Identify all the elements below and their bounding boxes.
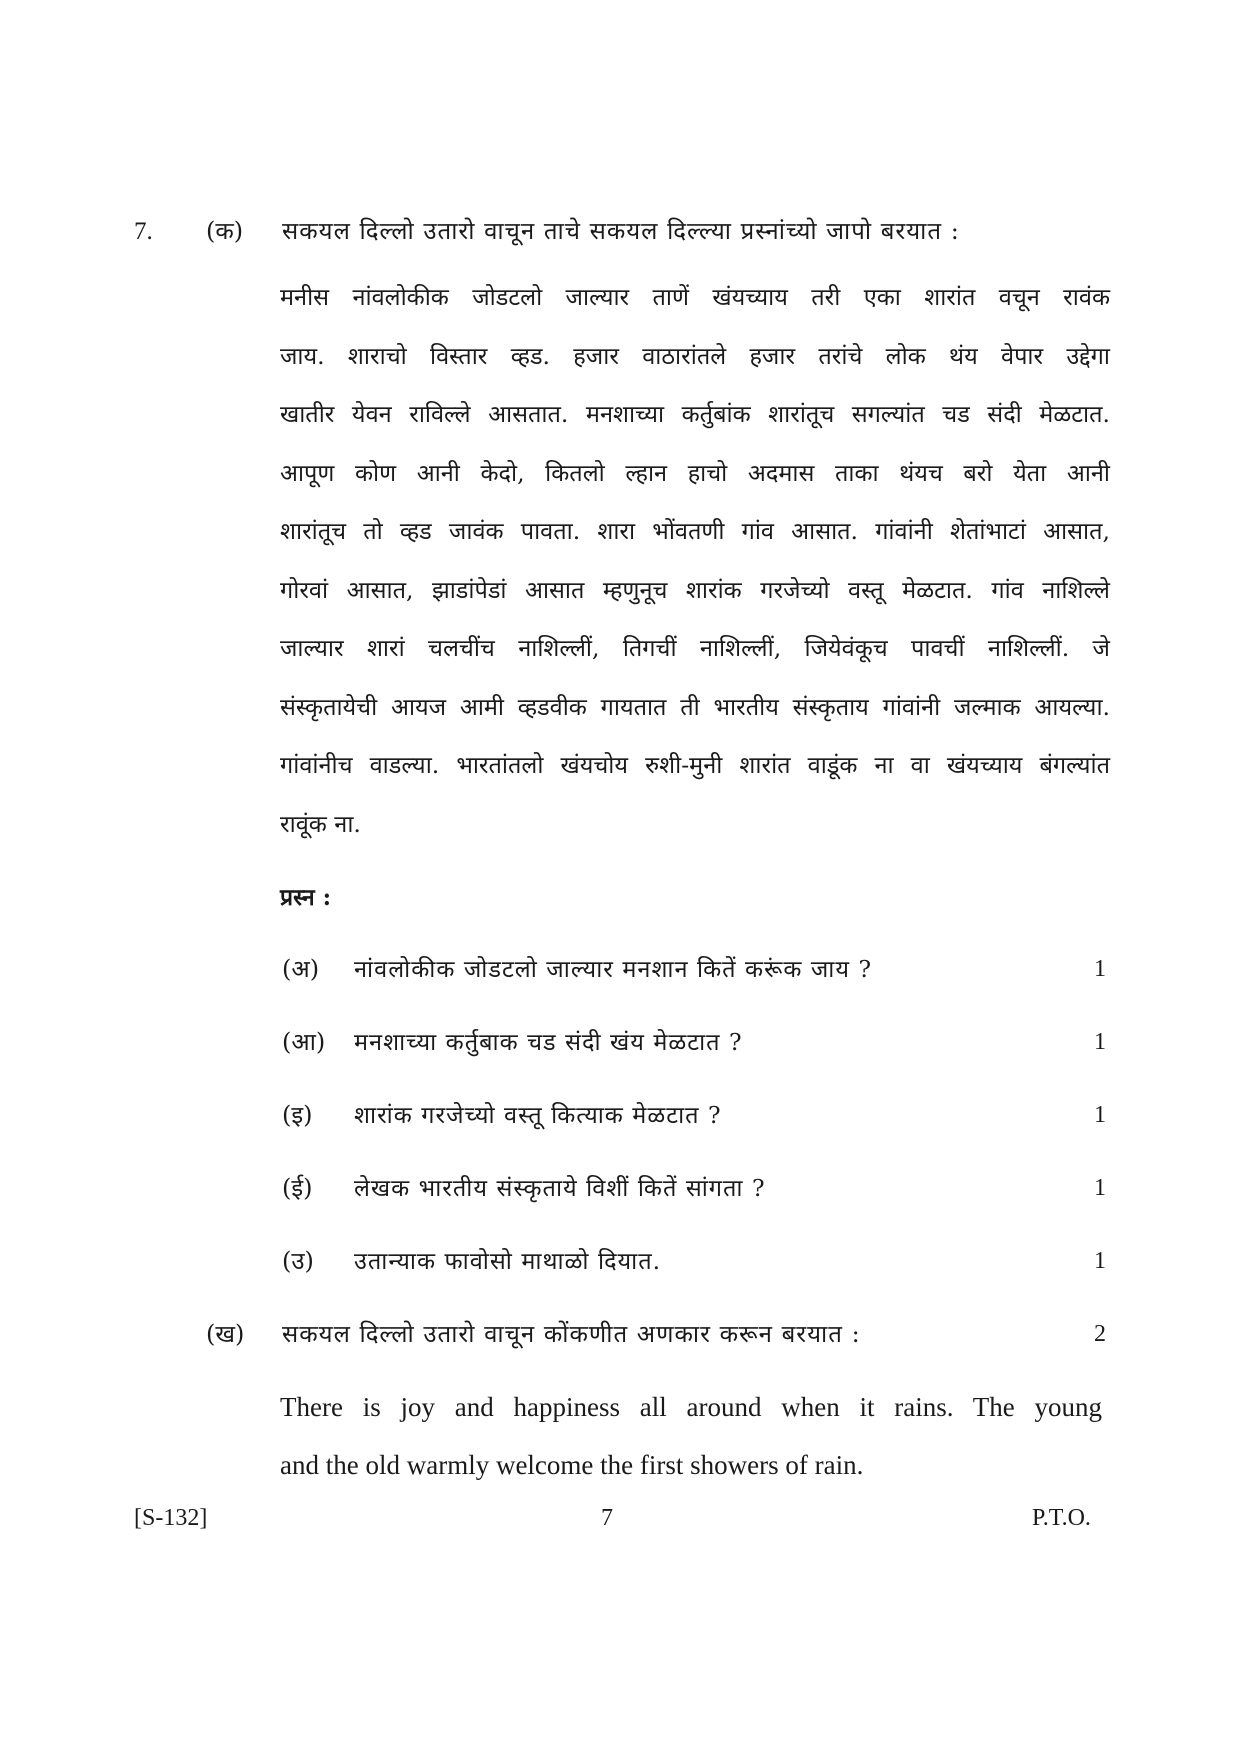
question-label: (अ) [282, 955, 320, 983]
passage-line: रावूंक ना. [280, 809, 361, 838]
question-marks: 1 [1094, 956, 1106, 982]
passage-line: आपूण कोण आनी केदो, कितलो ल्हान हाचो अदमास ताका थंयच बरो येता आनी [280, 458, 1110, 487]
question-marks: 1 [1094, 1175, 1106, 1201]
question-text: मनशाच्या कर्तुबाक चड संदी खंय मेळटात ? [354, 1028, 743, 1056]
question-marks: 1 [1094, 1102, 1106, 1128]
english-passage [280, 1378, 1102, 1494]
question-text: नांवलोकीक जोडटलो जाल्यार मनशान कितें करूंक जाय ? [354, 955, 873, 983]
question-label: (इ) [282, 1101, 313, 1129]
english-line: There is joy and happiness all around when it rains. The young [280, 1392, 1102, 1422]
question-label: (ई) [282, 1174, 313, 1202]
paper-code: [S-132] [134, 1505, 208, 1531]
question-marks: 1 [1094, 1248, 1106, 1274]
question-marks: 1 [1094, 1029, 1106, 1055]
passage-line: गांवांनीच वाडल्या. भारतांतलो खंयचोय रुशी-मुनी शारांत वाडूंक ना वा खंयच्याय बंगल्यांत [280, 751, 1110, 779]
question-text: उतान्याक फावोसो माथाळो दियात. [354, 1247, 662, 1275]
question-text: शारांक गरजेच्यो वस्तू कित्याक मेळटात ? [354, 1101, 722, 1129]
passage-line: संस्कृतायेची आयज आमी व्हडवीक गायतात ती भारतीय संस्कृताय गांवांनी जल्माक आयल्या. [280, 692, 1110, 721]
question-label: (आ) [282, 1028, 326, 1056]
question-label: (उ) [282, 1247, 314, 1275]
question-number: 7. [134, 218, 153, 245]
pto-label: P.T.O. [1032, 1505, 1091, 1531]
passage-line: मनीस नांवलोकीक जोडटलो जाल्यार ताणें खंयच्याय तरी एका शारांत वचून रावंक [280, 283, 1110, 311]
passage [280, 268, 1110, 853]
part-a-instruction: सकयल दिल्लो उतारो वाचून ताचे सकयल दिल्ल्या प्रस्नांच्यो जापो बरयात : [282, 217, 960, 245]
passage-line: खातीर येवन राविल्ले आसतात. मनशाच्या कर्तुबांक शारांतूच सगल्यांत चड संदी मेळटात. [280, 400, 1110, 428]
page-number: 7 [601, 1505, 613, 1531]
passage-line: जाय. शाराचो विस्तार व्हड. हजार वाठारांतले हजार तरांचे लोक थंय वेपार उद्देगा [280, 341, 1110, 370]
part-b-label: (ख) [206, 1320, 245, 1348]
question-text: लेखक भारतीय संस्कृताये विशीं कितें सांगता ? [354, 1174, 766, 1202]
passage-line: शारांतूच तो व्हड जावंक पावता. शारा भोंवतणी गांव आसात. गांवांनी शेतांभाटां आसात, [280, 517, 1110, 545]
passage-line: जाल्यार शारां चलचींच नाशिल्लीं, तिगचीं नाशिल्लीं, जियेवंकूच पावचीं नाशिल्लीं. जे [280, 634, 1110, 662]
questions-heading: प्रस्न : [280, 884, 332, 911]
passage-line: गोरवां आसात, झाडांपेडां आसात म्हणुनूच शारांक गरजेच्यो वस्तू मेळटात. गांव नाशिल्ले [280, 575, 1110, 604]
part-b-marks: 2 [1094, 1321, 1106, 1347]
part-a-label: (क) [206, 217, 244, 245]
part-b-instruction: सकयल दिल्लो उतारो वाचून कोंकणीत अणकार करून बरयात : [282, 1320, 861, 1348]
english-line: and the old warmly welcome the first showers of rain. [280, 1450, 864, 1480]
